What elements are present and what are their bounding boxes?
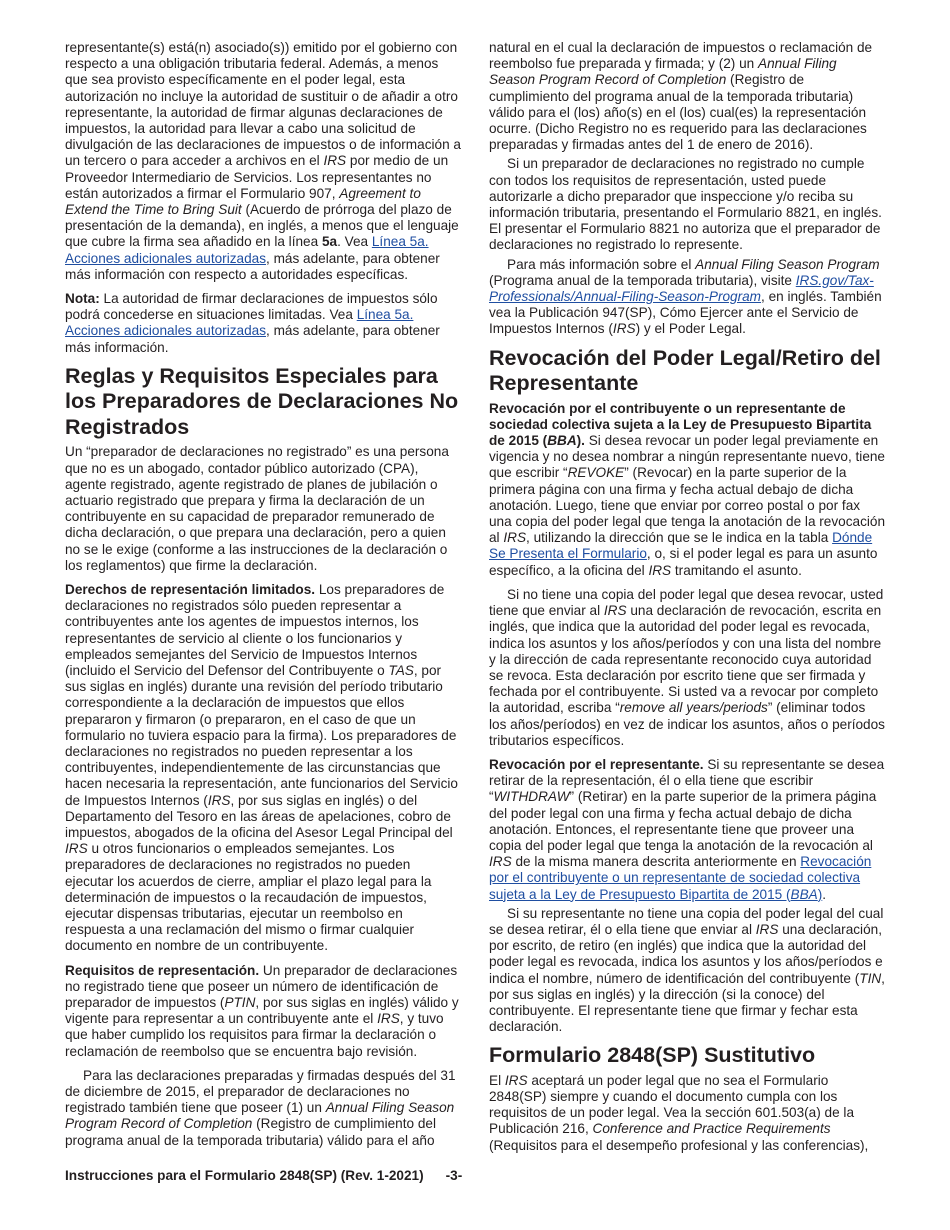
text-run: IRS bbox=[207, 792, 231, 808]
text-run: TIN bbox=[859, 970, 882, 986]
text-run: . Vea bbox=[337, 234, 372, 250]
paragraph bbox=[489, 156, 886, 253]
text-run: TAS bbox=[388, 663, 414, 678]
text-run: ” (Revocar) en la parte superior de la primera página con una firma y fecha actual debajo de dicha anotación. Luego, tiene que enviar por correo postal o por fax una copia del poder legal que tenga la anotación de la revocación al bbox=[489, 465, 886, 546]
text-run: Para las declaraciones preparadas y firmadas después del 31 de diciembre de 2015, el preparador de declaraciones no registrado también tiene que poseer (1) un bbox=[65, 1067, 456, 1116]
text-run: , por sus siglas en inglés) o del Departamento del Tesoro en las áreas de apelaciones, cobro de impuestos, abogados de la oficina del Asesor Legal Principal del bbox=[65, 792, 453, 841]
paragraph bbox=[489, 587, 886, 749]
text-run: por medio de un Proveedor Intermediario de Servicios. Los representantes no están autorizados a firmar el Formulario 907, bbox=[65, 153, 449, 201]
text-run: , por sus siglas en inglés) válido y vigente para representar a un contribuyente ante el bbox=[65, 995, 459, 1027]
paragraph bbox=[65, 40, 462, 283]
text-run: IRS bbox=[489, 854, 512, 870]
text-run: , en inglés. También vea la Publicación 947(SP), Cómo Ejercer ante el Servicio de Impuestos Internos ( bbox=[489, 289, 882, 337]
text-run: Si desea revocar un poder legal previamente en vigencia y no desea nombrar a ningún representante nuevo, tiene que escribir “ bbox=[489, 433, 885, 481]
page-number: -3- bbox=[445, 1168, 463, 1183]
footer-title: Instrucciones para el Formulario 2848(SP) (Rev. 1-2021) bbox=[65, 1168, 424, 1183]
paragraph-revocation-by-taxpayer bbox=[489, 401, 886, 579]
text-run: WITHDRAW bbox=[493, 789, 570, 805]
text-run: natural en el cual la declaración de impuestos o reclamación de reembolso fue preparada y firmada; y (2) un bbox=[489, 40, 873, 72]
text-run: , por sus siglas en inglés) durante una revisión del período tributario correspondiente a la declaración de impuestos que ellos prepararon y firmaron (o prepararon, en el caso de que un formulario no tuviera espacio para la firma). Los preparadores de declaraciones no registrados no pueden representar a los contribuyentes, independientemente de las circunstancias que hacen necesaria la representación, ante funcionarios del Servicio de Impuestos Internos ( bbox=[65, 663, 458, 808]
cross-reference-link[interactable]: ) bbox=[817, 886, 823, 902]
paragraph bbox=[489, 906, 886, 1036]
left-column bbox=[65, 40, 462, 1152]
text-run: (Registro de cumplimiento del programa anual de la temporada tributaria) válido para el año bbox=[65, 1116, 436, 1148]
text-run: ” (Retirar) en la parte superior de la primera página del poder legal con una firma y fecha actual debajo de dicha anotación. Entonces, el representante tiene que proveer una copia del poder legal que tenga la anotación de la revocación al bbox=[489, 789, 877, 853]
text-run: , más adelante, para obtener más información con respecto a autoridades específicas. bbox=[65, 250, 440, 282]
text-run: IRS bbox=[504, 1072, 528, 1088]
text-run: Annual Filing Season Program Record of Completion bbox=[65, 1100, 455, 1132]
text-run: IRS bbox=[755, 921, 779, 937]
text-run: , y tuvo que haber cumplido los requisitos para firmar la declaración o reclamación de reembolso que se encuentra bajo revisión. bbox=[65, 1011, 444, 1059]
right-column bbox=[489, 40, 886, 1162]
text-run: una declaración, por escrito, de retiro (en inglés) que indica que la autoridad del poder legal es revocada, indica los asuntos y los años/períodos e indica el nombre, número de identificación del contribuyente ( bbox=[489, 921, 883, 986]
text-run: Los preparadores de declaraciones no registrados sólo pueden representar a contribuyentes ante los agentes de impuestos internos, los representantes de servicio al cliente o los funcionarios y empleados semejantes del Servicio de Impuestos Internos (incluido el Servicio del Defensor del Contribuyente o bbox=[65, 581, 445, 678]
cross-reference-link[interactable]: IRS.gov/Tax-Professionals/Annual-Filing-Season-Program bbox=[489, 272, 874, 305]
run-in-heading: BBA bbox=[547, 433, 577, 449]
paragraph bbox=[489, 40, 886, 153]
text-run: , utilizando la dirección que se le indica en la tabla bbox=[526, 530, 833, 546]
paragraph bbox=[65, 1068, 462, 1149]
text-run: de la misma manera descrita anteriormente en bbox=[511, 854, 801, 870]
text-run: Si su representante se desea retirar de la representación, él o ella tiene que escribir “ bbox=[489, 756, 885, 805]
paragraph-revocation-by-representative bbox=[489, 757, 886, 903]
text-run: una declaración de revocación, escrita en inglés, que indica que la autoridad del poder legal es revocada, indica los asuntos y los años/períodos y con una lista del nombre y la dirección de cada representante reconocido cuya autoridad se revoca. Esta declaración por escrito tiene que ser firmada y fechada por el contribuyente. Si usted va a revocar por completo la autoridad, escriba “ bbox=[489, 603, 882, 716]
text-run: u otros funcionarios o empleados semejantes. Los preparadores de declaraciones no registrados no pueden ejecutar los acuerdos de cierre, ampliar el plazo legal para la determinación de impuestos o la recaudación de impuestos, ejecutar dispensas tributarias, ejecutar un reembolso en respuesta a una reclamación del mismo o firmar cualquier documento en nombre de un contribuyente. bbox=[65, 841, 432, 954]
text-run: , o, si el poder legal es para un asunto específico, a la oficina del bbox=[489, 546, 878, 578]
paragraph bbox=[65, 444, 462, 574]
run-in-heading: Revocación por el contribuyente o un representante de sociedad colectiva sujeta a la Ley de Presupuesto Bipartita de 2015 ( bbox=[489, 400, 872, 449]
text-run: , por sus siglas en inglés) y la dirección (si la conoce) del contribuyente. El representante tiene que firmar y fechar esta declaración. bbox=[489, 970, 885, 1035]
paragraph bbox=[489, 1073, 886, 1154]
text-run: IRS bbox=[603, 603, 627, 619]
run-in-heading: Requisitos de representación. bbox=[65, 962, 260, 978]
text-run: REVOKE bbox=[567, 465, 625, 481]
text-run: Annual Filing Season Program bbox=[695, 256, 880, 272]
text-run: Si un preparador de declaraciones no registrado no cumple con todos los requisitos de representación, usted puede autorizarle a dicho preparador que inspeccione y/o reciba su información tributaria, presentando el Formulario 8821, en inglés. El presentar el Formulario 8821 no autoriza que el preparador de declaraciones no registrado lo represente. bbox=[489, 156, 882, 253]
text-run: Para más información sobre el bbox=[507, 256, 696, 272]
text-run: Un “preparador de declaraciones no registrado” es una persona que no es un abogado, contador público autorizado (CPA), agente registrado, agente registrado de planes de jubilación o actuario registrado que prepara y firma la declaración de un contribuyente en su capacidad de preparador remunerado de dicha declaración, o que prepara una declaración, pero a quien no se le exige (conforme a las instrucciones de la declaración o los reglamentos) que firme la declaración. bbox=[65, 444, 449, 573]
cross-reference-link[interactable]: Línea 5a. Acciones adicionales autorizadas bbox=[65, 234, 429, 266]
text-run: ” (eliminar todos los años/períodos) en vez de indicar los asuntos, años o períodos tributarios específicos. bbox=[489, 700, 885, 748]
text-run: , más adelante, para obtener más información. bbox=[65, 323, 440, 355]
paragraph-limited-rights bbox=[65, 582, 462, 955]
run-in-heading: Revocación por el representante. bbox=[489, 756, 704, 772]
section-heading-unregistered-preparers: Reglas y Requisitos Especiales para los Preparadores de Declaraciones No Registrados bbox=[65, 363, 459, 439]
text-run: Si no tiene una copia del poder legal que desea revocar, usted tiene que enviar al bbox=[489, 586, 884, 619]
text-run: PTIN bbox=[224, 995, 256, 1011]
cross-reference-link[interactable]: Línea 5a. Acciones adicionales autorizadas bbox=[65, 307, 414, 339]
text-run: Si su representante no tiene una copia del poder legal del cual se desea retirar, él o ella tiene que enviar al bbox=[489, 905, 884, 937]
text-run: remove all years/periods bbox=[619, 700, 768, 716]
paragraph-representation-requirements bbox=[65, 963, 462, 1060]
text-run: IRS bbox=[377, 1011, 400, 1027]
run-in-heading: Nota: bbox=[65, 291, 100, 307]
text-run: El bbox=[489, 1072, 505, 1088]
run-in-heading: Derechos de representación limitados. bbox=[65, 581, 316, 597]
text-run: representante(s) está(n) asociado(s)) emitido por el gobierno con respecto a una obligación tributaria federal. Además, a menos que sea provisto específicamente en el poder legal, esta autorización no incluye la autoridad de sustituir o de añadir a otro representante, la autoridad de firmar algunas declaraciones de impuestos, la autoridad para llevar a cabo una solicitud de divulgación de las declaraciones de impuestos o de información a un tercero o para acceder a archivos en el bbox=[65, 40, 461, 169]
text-run: (Registro de cumplimiento del programa anual de la temporada tributaria) válido para el (los) año(s) en el (los) cual(es) la representación ocurre. (Dicho Registro no es requerido para las declaraciones preparadas y firmadas antes del 1 de enero de 2016). bbox=[489, 72, 867, 153]
cross-reference-link[interactable]: BBA bbox=[790, 886, 818, 902]
text-run: (Programa anual de la temporada tributaria), visite bbox=[489, 272, 796, 288]
text-run: aceptará un poder legal que no sea el Formulario 2848(SP) siempre y cuando el documento cumpla con los requisitos de un poder legal. Vea la sección 601.503(a) de la Publicación 216, bbox=[489, 1072, 855, 1137]
text-run: IRS bbox=[323, 153, 347, 169]
cross-reference-link[interactable]: Dónde Se Presenta el Formulario bbox=[489, 530, 873, 562]
text-run: IRS bbox=[612, 321, 636, 337]
text-run: (Acuerdo de prórroga del plazo de presentación de la demanda), en inglés, a menos que el lenguaje que cubre la firma sea añadido en la línea bbox=[65, 202, 459, 250]
text-run: La autoridad de firmar declaraciones de impuestos sólo podrá concederse en situaciones limitadas. Vea bbox=[65, 291, 438, 323]
paragraph bbox=[489, 257, 886, 338]
text-run: . bbox=[822, 886, 827, 902]
text-run: IRS bbox=[648, 562, 672, 578]
text-run: ) y el Poder Legal. bbox=[635, 321, 746, 337]
page-footer bbox=[65, 1168, 505, 1183]
text-run: Un preparador de declaraciones no registrado tiene que poseer un número de identificación de preparador de impuestos ( bbox=[65, 962, 458, 1011]
section-heading-revocation: Revocación del Poder Legal/Retiro del Representante bbox=[489, 345, 881, 396]
text-run: (Requisitos para el desempeño profesional y las conferencias), bbox=[489, 1137, 869, 1153]
text-run: IRS bbox=[503, 530, 527, 546]
text-run: Agreement to Extend the Time to Bring Suit bbox=[65, 185, 421, 218]
text-run: Annual Filing Season Program Record of Completion bbox=[489, 56, 837, 88]
note-paragraph bbox=[65, 291, 462, 356]
text-run: IRS bbox=[65, 841, 88, 857]
run-in-heading: 5a bbox=[321, 234, 338, 250]
cross-reference-link[interactable]: Revocación por el contribuyente o un representante de sociedad colectiva sujeta a la Ley de Presupuesto Bipartita de 2015 ( bbox=[489, 854, 872, 902]
text-run: Conference and Practice Requirements bbox=[592, 1121, 831, 1137]
text-run: tramitando el asunto. bbox=[671, 562, 802, 578]
section-heading-substitute-form: Formulario 2848(SP) Sustitutivo bbox=[489, 1043, 816, 1068]
run-in-heading: ). bbox=[576, 433, 585, 449]
